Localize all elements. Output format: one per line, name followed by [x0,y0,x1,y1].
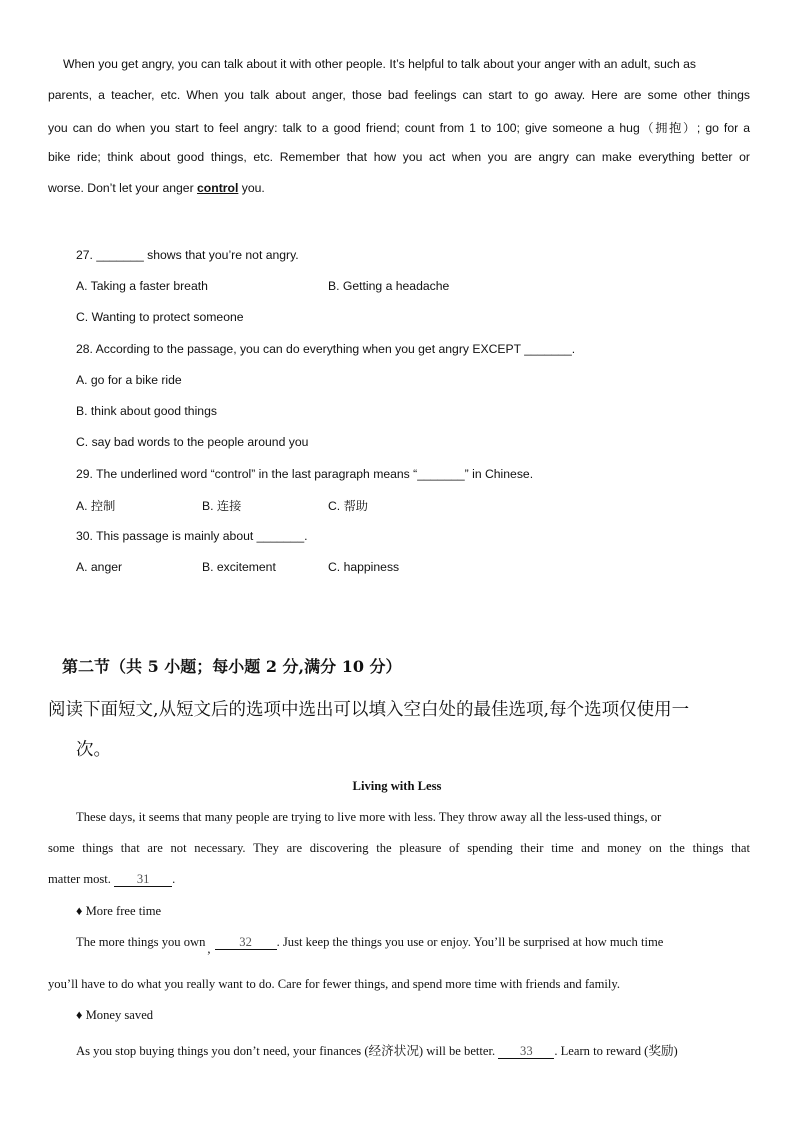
paragraph-3-line-1-before: As you stop buying things you don’t need, your finances (经济状况) will be better. [76,1044,499,1058]
question-30-stem: 30. This passage is mainly about _______. [76,529,308,543]
passage-line-4: bike ride; think about good things, etc. Remember that how you act when you are angry can make everything better or [48,150,750,164]
paragraph-2-line-1-before: The more things you own [76,935,206,949]
paragraph-1-line-3 [48,872,175,887]
section-heading: 第二节（共 5 小题；每小题 2 分,满分 10 分） [62,657,402,676]
question-29-option-c: C. 帮助 [328,499,368,513]
question-28-option-b: B. think about good things [76,404,217,418]
paragraph-2-line-1-after: . Just keep the things you use or enjoy. You’ll be surprised at how much time [276,935,664,949]
paragraph-2-line-1 [76,935,664,956]
question-30-option-c: C. happiness [328,560,400,574]
paragraph-3-line-1-after: . Learn to reward (奖励) [554,1044,678,1058]
paragraph-1-line-3-after: . [172,872,176,886]
passage-line-5-before: worse. Don’t let your anger [48,181,198,195]
paragraph-1-line-2: some things that are not necessary. They are discovering the pleasure of spending their time and money on the things that [48,841,750,855]
paragraph-1-line-3-before: matter most. [48,872,115,886]
subheading-money-saved: ♦ Money saved [76,1008,154,1022]
passage-line-3: you can do when you start to feel angry: talk to a good friend; count from 1 to 100; give someone a hug（拥抱）; go for a [48,121,750,135]
passage-title: Living with Less [352,779,442,793]
passage-line-5-after: you. [238,181,265,195]
paragraph-3-line-1 [76,1040,678,1059]
passage-line-1: When you get angry, you can talk about it with other people. It’s helpful to talk about your anger with an adult, such as [63,57,697,71]
passage-line-5 [48,181,265,195]
section-instruction-line-2: 次。 [76,740,111,760]
question-27-option-c: C. Wanting to protect someone [76,310,244,324]
paragraph-1-line-1: These days, it seems that many people are trying to live more with less. They throw away all the less-used things, or [76,810,662,824]
subheading-more-free-time: ♦ More free time [76,904,162,918]
question-28-stem: 28. According to the passage, you can do everything when you get angry EXCEPT _______. [76,342,576,356]
blank-31: 31 [114,873,172,887]
paragraph-2-line-2: you’ll have to do what you really want to do. Care for fewer things, and spend more time with friends and family. [48,977,621,991]
passage-line-2: parents, a teacher, etc. When you talk about anger, those bad feelings can start to go away. Here are some other things [48,88,750,102]
question-29-option-a: A. 控制 [76,499,116,513]
question-29-stem: 29. The underlined word “control” in the last paragraph means “_______” in Chinese. [76,467,534,481]
question-27-option-b: B. Getting a headache [328,279,450,293]
question-30-option-b: B. excitement [202,560,276,574]
question-29-option-b: B. 连接 [202,499,242,513]
question-27-option-a: A. Taking a faster breath [76,279,208,293]
paragraph-2-comma: , [207,942,211,956]
question-28-option-c: C. say bad words to the people around you [76,435,309,449]
blank-32: 32 [215,936,277,950]
question-27-stem: 27. _______ shows that you’re not angry. [76,248,299,262]
blank-33: 33 [498,1045,554,1059]
section-instruction-line-1: 阅读下面短文,从短文后的选项中选出可以填入空白处的最佳选项,每个选项仅使用一 [48,700,690,720]
underlined-word-control: control [197,181,239,195]
question-30-option-a: A. anger [76,560,123,574]
question-28-option-a: A. go for a bike ride [76,373,182,387]
